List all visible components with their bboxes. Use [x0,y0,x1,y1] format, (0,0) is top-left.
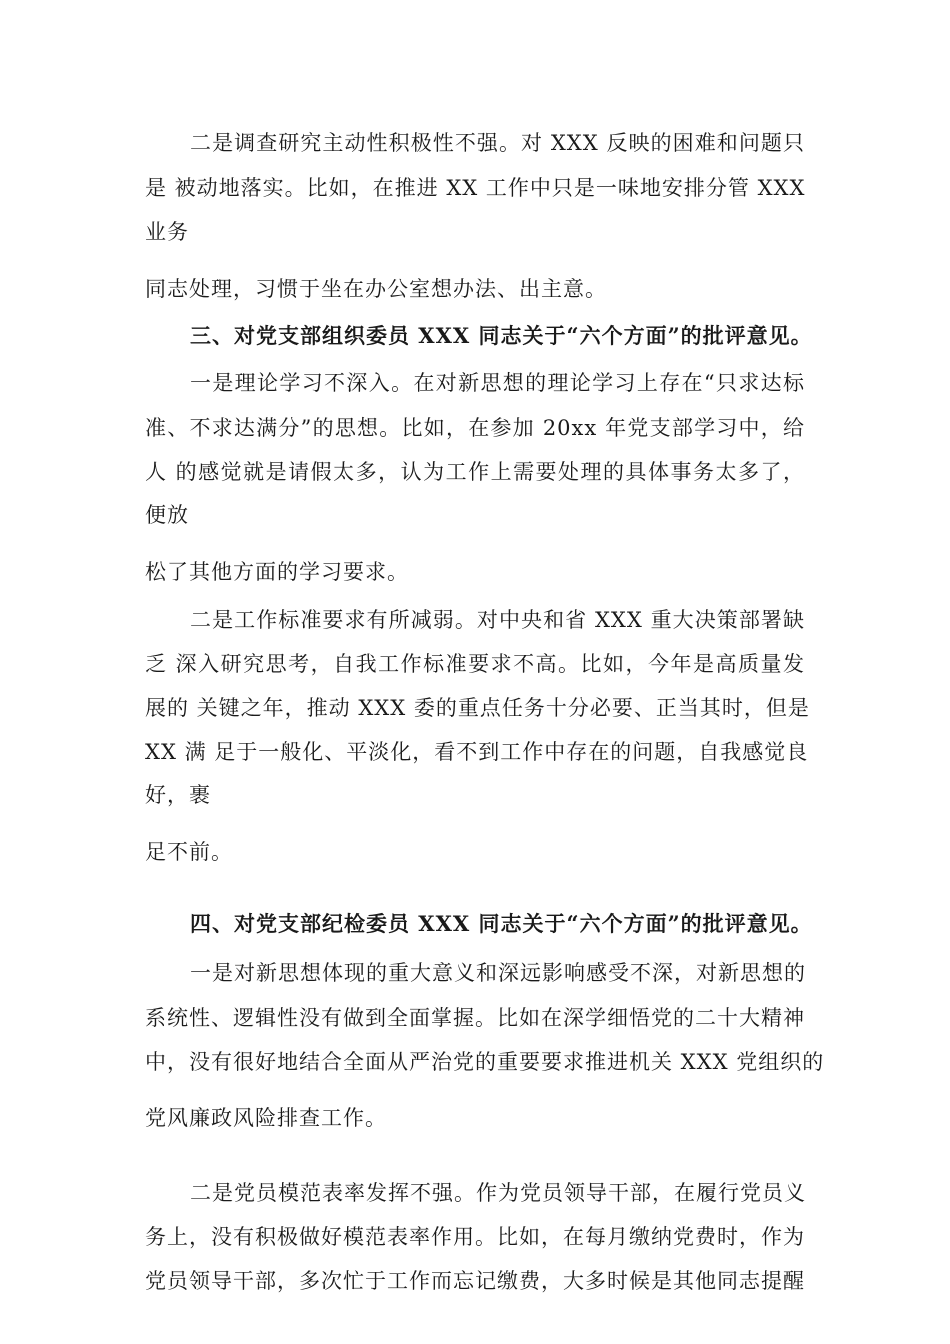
paragraph-line: 人 的感觉就是请假太多，认为工作上需要处理的具体事务太多了， [145,460,805,484]
paragraph-line: 准、不求达满分”的思想。比如，在参加 20xx 年党支部学习中，给 [145,416,805,440]
paragraph-line: 足不前。 [145,840,233,864]
paragraph-line: 同志处理，习惯于坐在办公室想办法、出主意。 [145,277,607,301]
paragraph-line: 二是工作标准要求有所减弱。对中央和省 XXX 重大决策部署缺 [190,608,805,632]
paragraph-line: 便放 [145,503,189,527]
section-heading: 三、对党支部组织委员 XXX 同志关于“六个方面”的批评意见。 [190,323,813,348]
paragraph-line: 松了其他方面的学习要求。 [145,560,409,584]
paragraph-line: 中，没有很好地结合全面从严治党的重要要求推进机关 XXX 党组织的 [145,1050,825,1074]
paragraph-line: 乏 深入研究思考，自我工作标准要求不高。比如，今年是高质量发 [145,652,805,676]
paragraph-line: 业务 [145,220,189,244]
section-heading: 四、对党支部纪检委员 XXX 同志关于“六个方面”的批评意见。 [190,911,813,936]
paragraph-line: 系统性、逻辑性没有做到全面掌握。比如在深学细悟党的二十大精神 [145,1006,805,1030]
paragraph-line: 是 被动地落实。比如，在推进 XX 工作中只是一味地安排分管 XXX [145,176,806,200]
paragraph-line: 二是调查研究主动性积极性不强。对 XXX 反映的困难和问题只 [190,131,805,155]
paragraph-line: 好，裹 [145,783,211,807]
paragraph-line: XX 满 足于一般化、平淡化，看不到工作中存在的问题，自我感觉良 [145,740,809,764]
paragraph-line: 党员领导干部，多次忙于工作而忘记缴费，大多时候是其他同志提醒 [145,1269,805,1293]
paragraph-line: 务上，没有积极做好模范表率作用。比如，在每月缴纳党费时，作为 [145,1225,805,1249]
paragraph-line: 一是理论学习不深入。在对新思想的理论学习上存在“只求达标 [190,371,805,395]
paragraph-line: 一是对新思想体现的重大意义和深远影响感受不深，对新思想的 [190,961,806,985]
paragraph-line: 党风廉政风险排查工作。 [145,1106,387,1130]
paragraph-line: 展的 关键之年，推动 XXX 委的重点任务十分必要、正当其时，但是 [145,696,810,720]
paragraph-line: 二是党员模范表率发挥不强。作为党员领导干部，在履行党员义 [190,1181,806,1205]
